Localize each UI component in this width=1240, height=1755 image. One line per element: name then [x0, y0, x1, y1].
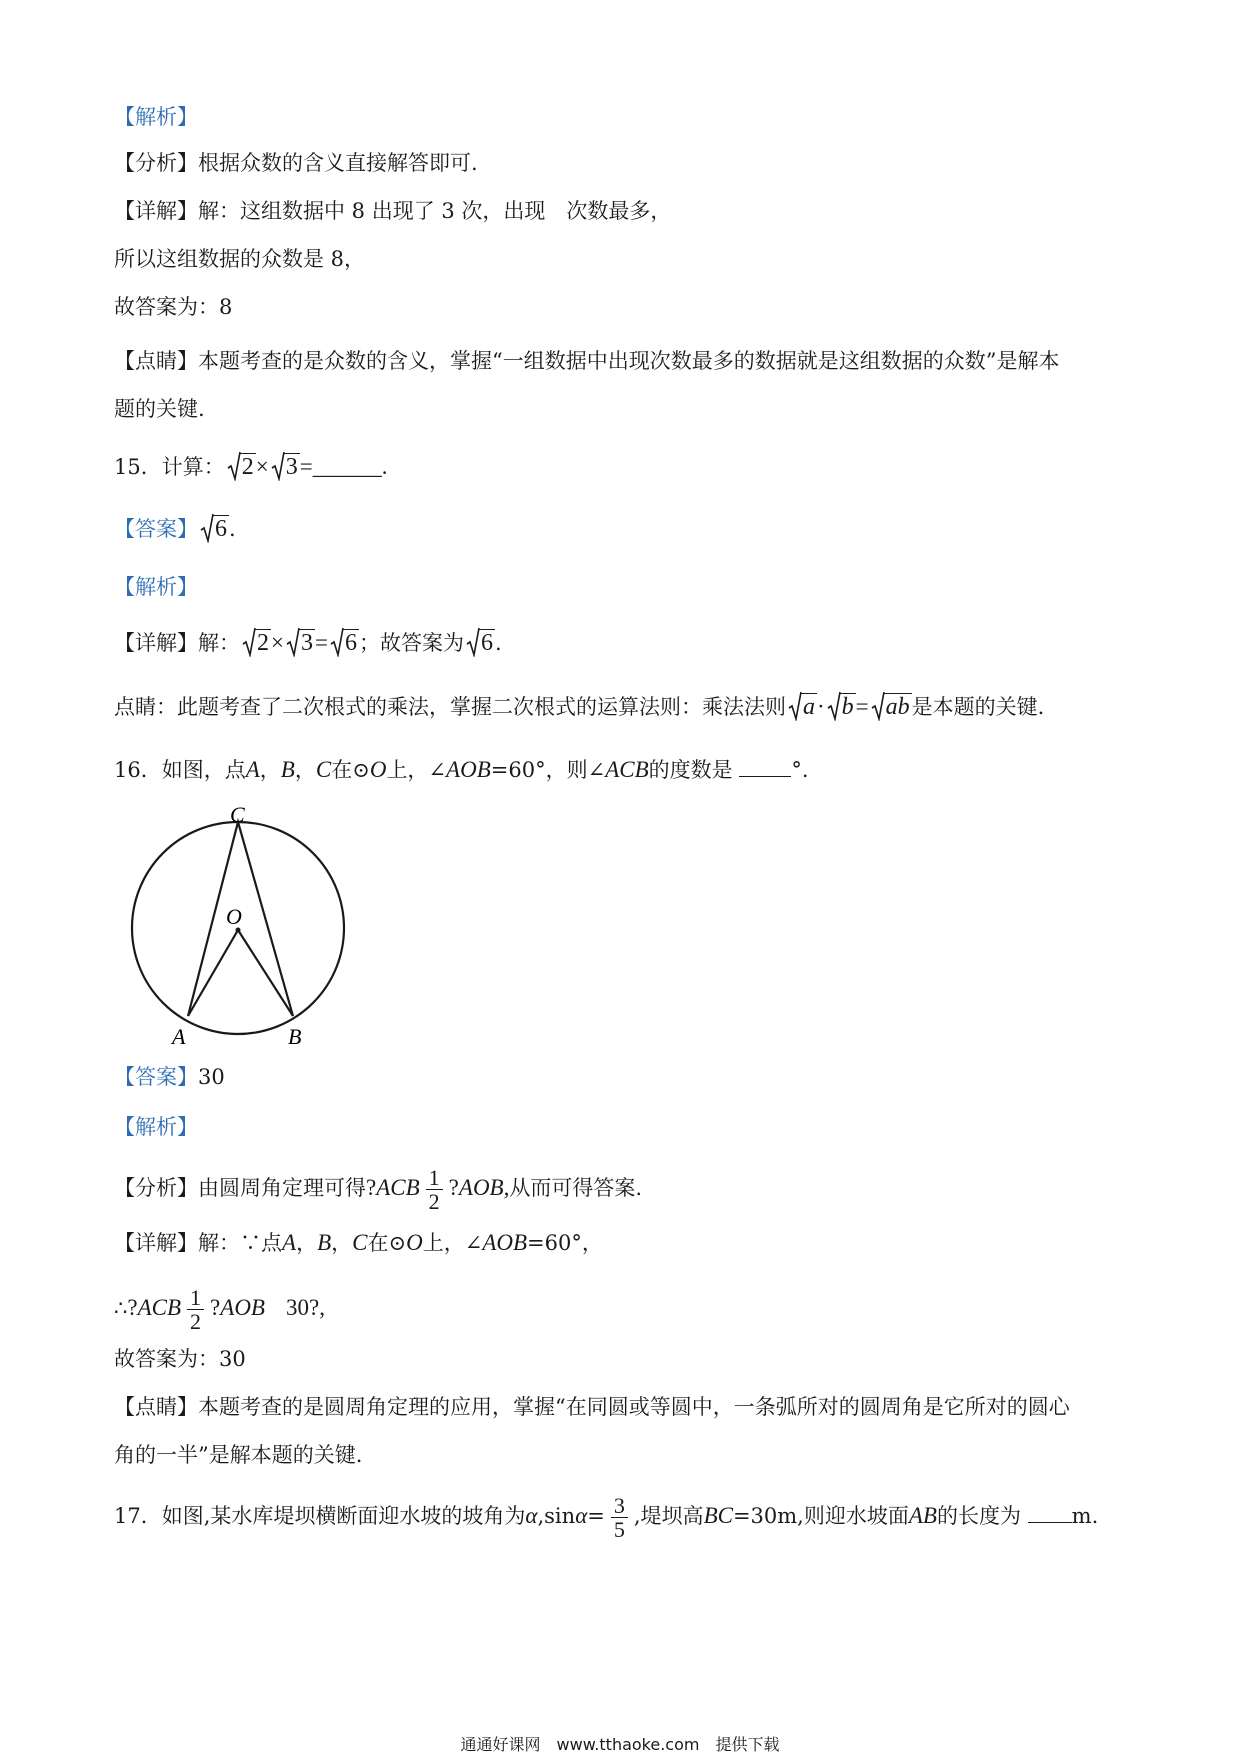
- answer-text-16: 故答案为：30: [114, 1347, 246, 1371]
- answer-line-16: 【答案】30: [114, 1065, 225, 1089]
- dianjing-line-14b: 题的关键.: [114, 397, 205, 421]
- circle-figure: [118, 800, 358, 1050]
- xiangjie-line-14b: 所以这组数据的众数是 8，: [114, 247, 366, 271]
- sqrt-3: 3: [271, 452, 300, 482]
- fraction-three-fifths: $\frac{3}{5}$: [611, 1494, 628, 1541]
- fraction-half: $\frac{1}{2}$: [187, 1286, 204, 1333]
- sqrt-a: a: [788, 692, 817, 722]
- dianjing-line-16b: 角的一半”是解本题的关键.: [114, 1443, 363, 1467]
- jiexi-heading-14: [114, 102, 198, 132]
- sqrt-2: 2: [227, 452, 256, 482]
- dianjing-line-14: [114, 346, 1059, 376]
- sqrt-ab: ab: [871, 692, 912, 722]
- answer-blank-17: [1028, 1500, 1072, 1523]
- fenxi-line-14: [114, 148, 478, 178]
- answer-line-15: [114, 514, 236, 544]
- daan-tag: 【答案】: [114, 517, 198, 541]
- fenxi-line-16: 【分析】由圆周角定理可得?ACB $\frac{1}{2}$ ?AOB,从而可得答案.: [114, 1165, 643, 1214]
- fenxi-tag: 【分析】: [114, 151, 198, 175]
- answer-tail: .: [229, 517, 236, 541]
- jiexi-heading-16: 【解析】: [114, 1115, 198, 1139]
- label-b: B: [288, 1024, 302, 1049]
- label-a: A: [172, 1024, 186, 1049]
- label-c: C: [230, 802, 245, 827]
- dianjing-line-16: 【点睛】本题考查的是圆周角定理的应用，掌握“在同圆或等圆中，一条弧所对的圆周角是它所对的圆心: [114, 1395, 1070, 1419]
- sqrt-2: 2: [242, 628, 271, 658]
- xiangjie-tag: 【详解】: [114, 199, 198, 223]
- fenxi-text: 根据众数的含义直接解答即可.: [198, 151, 478, 175]
- sqrt-3: 3: [286, 628, 315, 658]
- angle-aob-lines: [188, 930, 293, 1016]
- jiexi-tag: 【解析】: [114, 105, 198, 129]
- xiangjie-text: 解：这组数据中 8 出现了 3 次，出现 次数最多，: [198, 199, 672, 223]
- sqrt-6: 6: [330, 628, 359, 658]
- dianjing-tag: 【点睛】: [114, 349, 198, 373]
- question-15: [114, 452, 387, 482]
- question-16: 16．如图，点A，B，C在⊙O上，∠AOB=60°，则∠ACB的度数是 °.: [114, 754, 809, 785]
- q15-prefix: 15．计算：: [114, 455, 225, 479]
- page-footer: 通通好课网 www.tthaoke.com 提供下载: [460, 1735, 780, 1754]
- xiangjie-line-16: 【详解】解：∵点A，B，C在⊙O上，∠AOB=60°，: [114, 1230, 603, 1255]
- times-sign: ×: [255, 454, 269, 479]
- sqrt-6: 6: [466, 628, 495, 658]
- answer-blank: [739, 754, 791, 777]
- jiexi-heading-15: 【解析】: [114, 575, 198, 599]
- dianjing-line-15: 点睛：此题考查了二次根式的乘法，掌握二次根式的运算法则：乘法法则 a· b= ab是本题的关键.: [114, 694, 1045, 720]
- label-o: O: [226, 904, 242, 929]
- fraction-half: $\frac{1}{2}$: [426, 1166, 443, 1213]
- q15-blank: =______.: [299, 454, 388, 479]
- dianjing-text: 本题考查的是众数的含义，掌握“一组数据中出现次数最多的数据就是这组数据的众数”是解本: [198, 349, 1060, 373]
- therefore-line-16: ∴?ACB $\frac{1}{2}$ ?AOB 30?,: [114, 1285, 325, 1334]
- xiangjie-line-14: [114, 196, 671, 226]
- xiangjie-line-15: 【详解】解： 2× 3= 6；故答案为 6.: [114, 630, 502, 656]
- sqrt-b: b: [827, 692, 856, 722]
- question-17: 17．如图,某水库堤坝横断面迎水坡的坡角为α,sinα= $\frac{3}{5}$ ,堤坝高BC=30m,则迎水坡面AB的长度为 m.: [114, 1493, 1099, 1542]
- sqrt-6-answer: 6: [200, 514, 229, 544]
- answer-line-14: 故答案为：8: [114, 295, 233, 319]
